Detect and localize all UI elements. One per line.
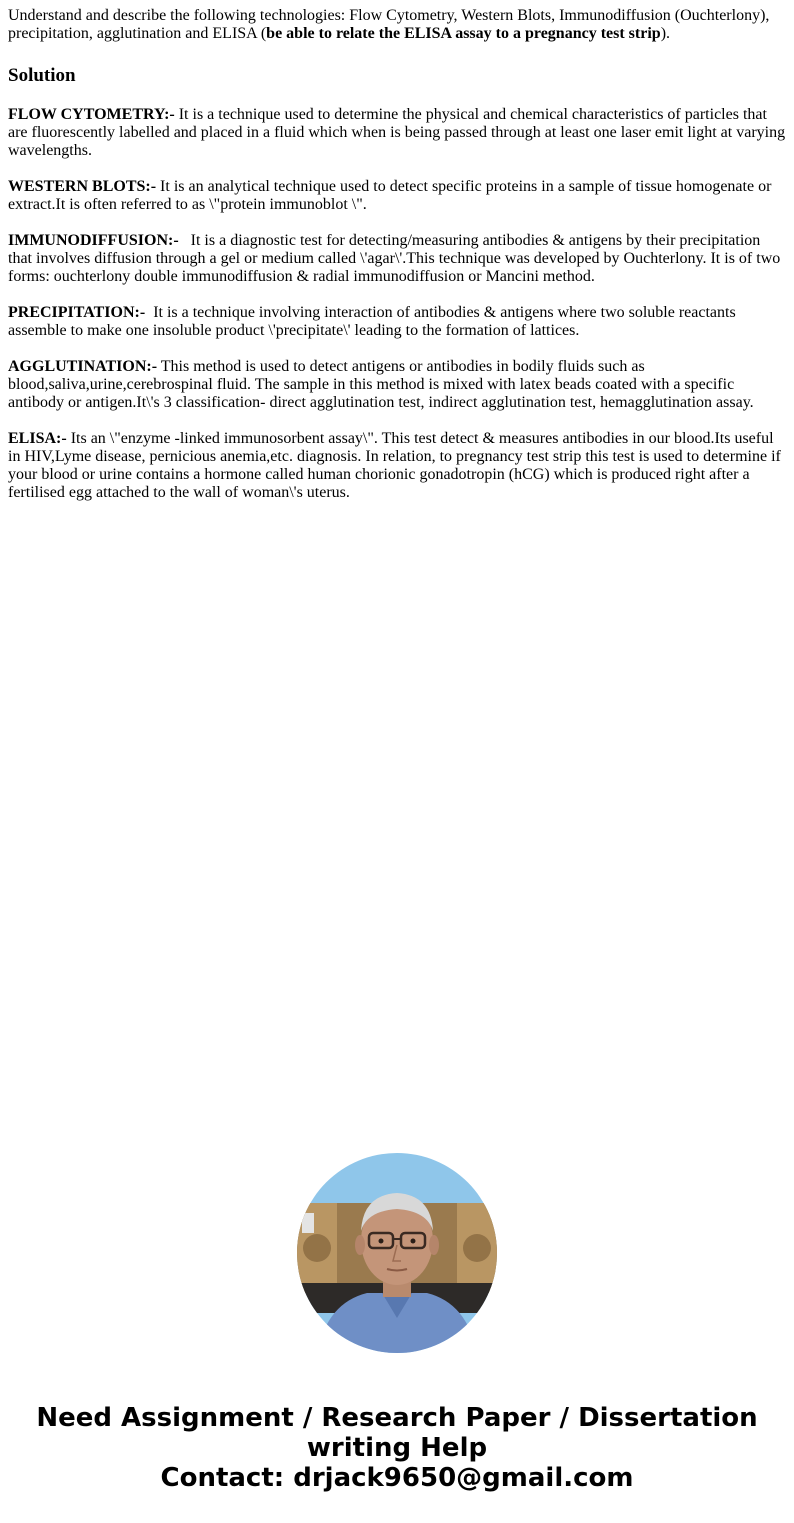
section-term: IMMUNODIFFUSION:- — [8, 232, 179, 249]
question-text — [8, 7, 786, 43]
section-term: PRECIPITATION:- — [8, 304, 146, 321]
section-elisa — [8, 430, 786, 502]
section-term: WESTERN BLOTS:- — [8, 178, 157, 195]
contact-footer — [0, 1403, 794, 1493]
question-intro: Understand and describe the following technologies: Flow Cytometry, Western Blots, Immunodiffusion (Ouchterlony), precipitation, agglutination and ELISA ( — [8, 7, 770, 42]
section-text: It is a technique used to determine the physical and chemical characteristics of particles that are fluorescently labelled and placed in a fluid which when is being passed through at least one laser emit light at varying wavelengths. — [8, 106, 786, 159]
section-agglutination — [8, 358, 786, 412]
section-immunodiffusion — [8, 232, 786, 286]
question-emphasis: be able to relate the ELISA assay to a pregnancy test strip — [266, 25, 661, 42]
footer-line-1: Need Assignment / Research Paper / Dissertation — [36, 1403, 758, 1433]
section-flow-cytometry — [8, 106, 786, 160]
section-term: ELISA:- — [8, 430, 67, 447]
section-text: Its an \"enzyme -linked immunosorbent assay\". This test detect & measures antibodies in our blood.Its useful in HIV,Lyme disease, pernicious anemia,etc. diagnosis. In relation, to pregnancy test strip this test is used to determine if your blood or urine contains a hormone called human chorionic gonadotropin (hCG) which is produced right after a fertilised egg attached to the wall of woman\'s uterus. — [8, 430, 781, 501]
section-text: This method is used to detect antigens or antibodies in bodily fluids such as blood,saliva,urine,cerebrospinal fluid. The sample in this method is mixed with latex beads coated with a specific antibody or antigen.It\'s 3 classification- direct agglutination test, indirect agglutination test, hemagglutination assay. — [8, 358, 754, 411]
avatar-portrait-image — [297, 1153, 497, 1353]
section-text: It is a technique involving interaction of antibodies & antigens where two soluble reactants assemble to make one insoluble product \'precipitate\' leading to the formation of lattices. — [8, 304, 740, 339]
section-text: It is an analytical technique used to detect specific proteins in a sample of tissue homogenate or extract.It is often referred to as \"protein immunoblot \". — [8, 178, 772, 213]
section-western-blots — [8, 178, 786, 214]
solution-heading: Solution — [8, 65, 76, 86]
document-content — [8, 7, 786, 502]
avatar — [297, 1153, 497, 1353]
footer-contact-line: Contact: drjack9650@gmail.com — [160, 1463, 634, 1493]
section-term: FLOW CYTOMETRY:- — [8, 106, 175, 123]
question-outro: ). — [660, 25, 671, 42]
section-text: It is a diagnostic test for detecting/measuring antibodies & antigens by their precipitation that involves diffusion through a gel or medium called \'agar\'.This technique was developed by Ouchterlony. It is of two forms: ouchterlony double immunodiffusion & radial immunodiffusion or Mancini method. — [8, 232, 785, 285]
section-precipitation — [8, 304, 786, 340]
footer-line-2: writing Help — [306, 1433, 488, 1463]
section-term: AGGLUTINATION:- — [8, 358, 158, 375]
